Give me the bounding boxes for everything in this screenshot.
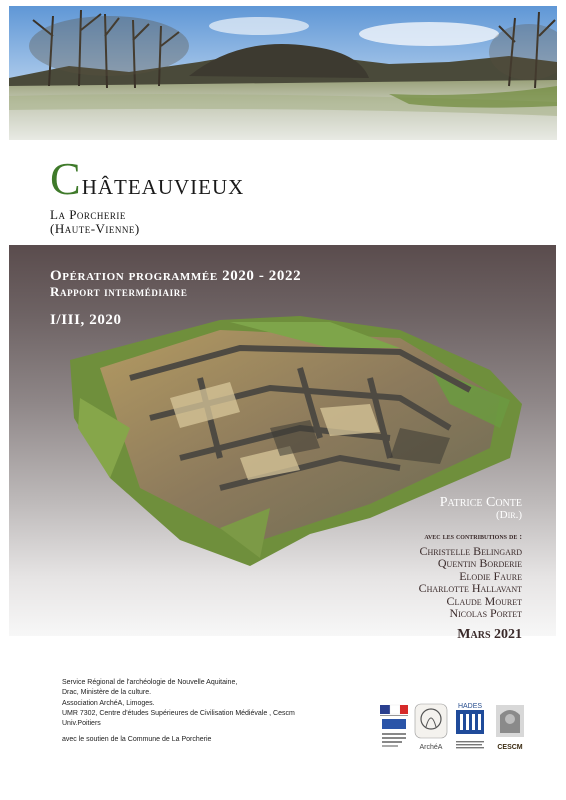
header-landscape-photo xyxy=(9,6,557,140)
site-title xyxy=(50,152,244,205)
operation-subtitle: Rapport intermédiaire xyxy=(50,284,188,299)
contributor-name: Christelle Belingard xyxy=(419,544,522,558)
title-initial: C xyxy=(50,153,82,204)
contributor-name: Claude Mouret xyxy=(446,593,522,608)
contributors-list xyxy=(419,545,522,619)
subtitle-department: (Haute-Vienne) xyxy=(50,221,140,236)
contributions-label: avec les contributions de : xyxy=(424,532,522,541)
hades-logo xyxy=(454,703,486,751)
institution-credits xyxy=(62,678,362,729)
prefet-region-logo xyxy=(378,703,410,751)
credit-line: UMR 7302, Centre d'études Supérieures de Civilisation Médiévale , Cescm xyxy=(62,709,295,717)
volume-label: I/III, 2020 xyxy=(50,312,122,328)
credit-line: Service Régional de l'archéologie de Nouvelle Aquitaine, xyxy=(62,679,238,686)
contributor-name: Nicolas Portet xyxy=(449,606,522,621)
author-role: (Dir.) xyxy=(495,509,522,521)
support-line: avec le soutien de la Commune de La Porcherie xyxy=(62,736,212,743)
credit-line: Univ.Poitiers xyxy=(62,720,101,728)
archea-caption: ArchéA xyxy=(419,744,443,751)
contributor-name: Charlotte Hallavant xyxy=(418,581,522,596)
operation-title: Opération programmée 2020 - 2022 xyxy=(50,268,302,284)
report-date: Mars 2021 xyxy=(457,627,522,642)
contributor-name: Elodie Faure xyxy=(459,568,522,583)
title-rest: hâteauvieux xyxy=(81,168,245,201)
hades-caption: HADES xyxy=(457,703,483,710)
cescm-logo xyxy=(494,703,526,751)
author-name: Patrice Conte xyxy=(439,495,522,510)
contributor-name: Quentin Borderie xyxy=(437,556,522,571)
credit-line: Association ArchéA, Limoges. xyxy=(62,699,155,707)
cescm-caption: CESCM xyxy=(497,744,523,751)
credit-line: Drac, Ministère de la culture. xyxy=(62,689,152,697)
subtitle-commune: La Porcherie xyxy=(50,207,126,222)
archea-logo xyxy=(414,703,448,751)
